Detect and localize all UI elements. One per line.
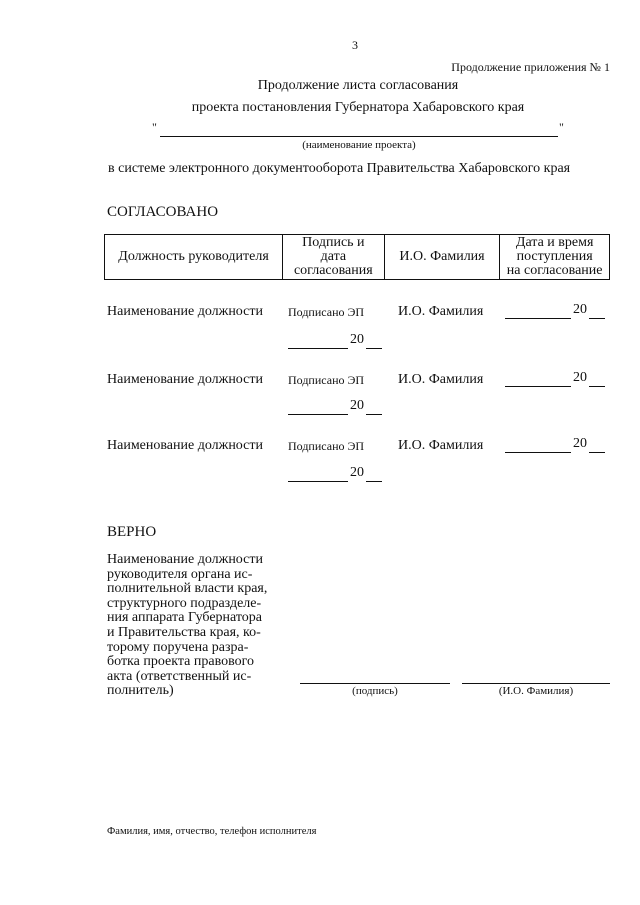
row-3-position: Наименование должности (107, 438, 263, 453)
header-position (105, 235, 283, 280)
row-1-signature-year: 20 (350, 332, 364, 347)
row-1-signature: Подписано ЭП (288, 305, 365, 319)
row-3-received-date (505, 437, 605, 453)
header-signature (283, 235, 385, 280)
row-2-received-date-line (505, 386, 571, 387)
header-signature-l3: согласования (293, 263, 373, 278)
row-1-signature-year-line (366, 348, 382, 349)
header-fio-label: И.О. Фамилия (399, 249, 485, 264)
header-received-l1: Дата и время (515, 235, 594, 250)
row-2-received-year: 20 (573, 370, 587, 385)
fio-line (462, 683, 610, 684)
fio-caption: (И.О. Фамилия) (498, 685, 574, 697)
project-name-caption: (наименование проекта) (302, 139, 416, 151)
row-2-signature-date-line (288, 414, 348, 415)
row-1-received-date-line (505, 318, 571, 319)
row-2-signature-year: 20 (350, 398, 364, 413)
page-number: 3 (352, 38, 358, 52)
row-2-signature: Подписано ЭП (288, 373, 365, 387)
executor-contact-footer: Фамилия, имя, отчество, телефон исполнителя (107, 826, 317, 837)
appendix-note: Продолжение приложения № 1 (451, 60, 610, 74)
project-name-open-quote: " (152, 120, 157, 134)
row-3-signature-year-line (366, 481, 382, 482)
correct-heading: ВЕРНО (107, 524, 157, 540)
row-3-received-year: 20 (573, 436, 587, 451)
approved-heading: СОГЛАСОВАНО (107, 204, 219, 220)
row-2-position: Наименование должности (107, 372, 263, 387)
row-3-signature: Подписано ЭП (288, 439, 365, 453)
system-line: в системе электронного документооборота Правительства Хабаровского края (108, 161, 571, 176)
approval-table-header (104, 234, 610, 280)
header-received-l2: поступления (516, 249, 593, 264)
row-1-received-year: 20 (573, 302, 587, 317)
title-line-1: Продолжение листа согласования (257, 78, 459, 93)
row-1-received-date (505, 303, 605, 319)
row-3-signature-date-line (288, 481, 348, 482)
project-name-line (160, 136, 558, 137)
row-2-received-year-line (589, 386, 605, 387)
header-signature-l2: дата (320, 249, 347, 264)
row-1-received-year-line (589, 318, 605, 319)
row-2-signature-date (288, 399, 382, 415)
responsible-executor-text: Наименование должности руководителя органа ис- полнительной власти края, структурного подразделе- ния аппарата Губернатора и Правительства края, ко- торому поручена разра- ботка проекта правового акта (ответственный ис- полнитель) (107, 552, 268, 699)
project-name-close-quote: " (559, 120, 564, 134)
header-fio (384, 235, 500, 280)
row-3-received-year-line (589, 452, 605, 453)
signature-line (300, 683, 450, 684)
row-3-fio: И.О. Фамилия (398, 438, 484, 453)
header-received (500, 235, 610, 280)
row-1-signature-date-line (288, 348, 348, 349)
row-1-signature-date (288, 333, 382, 349)
header-received-l3: на согласование (506, 263, 603, 278)
row-3-received-date-line (505, 452, 571, 453)
header-position-label: Должность руководителя (118, 249, 269, 264)
signature-caption: (подпись) (352, 685, 398, 697)
row-1-fio: И.О. Фамилия (398, 304, 484, 319)
row-3-signature-date (288, 466, 382, 482)
row-2-fio: И.О. Фамилия (398, 372, 484, 387)
row-2-received-date (505, 371, 605, 387)
row-2-signature-year-line (366, 414, 382, 415)
row-3-signature-year: 20 (350, 465, 364, 480)
row-1-position: Наименование должности (107, 304, 263, 319)
title-line-2: проекта постановления Губернатора Хабаровского края (191, 100, 525, 115)
header-signature-l1: Подпись и (302, 235, 365, 250)
